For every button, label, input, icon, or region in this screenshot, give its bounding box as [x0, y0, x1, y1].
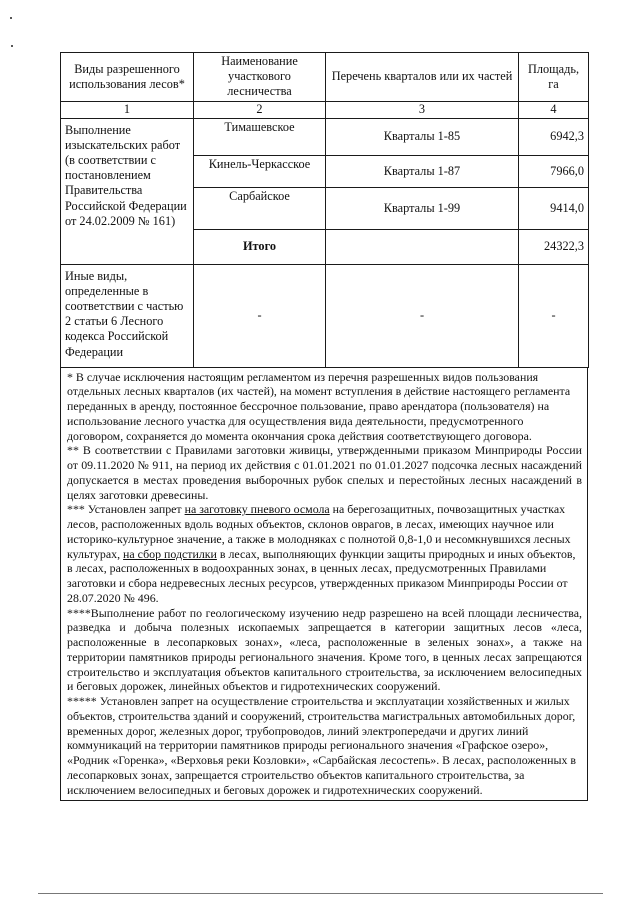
area-cell: - — [519, 264, 589, 367]
total-area: 24322,3 — [519, 229, 589, 264]
document-sheet — [60, 52, 588, 801]
district-cell: - — [194, 264, 326, 367]
area-cell: 9414,0 — [519, 187, 589, 229]
total-label: Итого — [194, 229, 326, 264]
district-cell: Сарбайское — [194, 187, 326, 229]
column-number: 1 — [61, 101, 194, 118]
blocks-cell: Кварталы 1-99 — [326, 187, 519, 229]
footnotes — [60, 368, 588, 802]
footnote-2: ** В соответствии с Правилами заготовки живицы, утвержденными приказом Минприроды России от 09.11.2020 № 911, на период их действия с 01.01.2021 по 01.01.2027 подсочка лесных насаждений допускается в местах проведения выборочных рубок спелых и перестойных лесных насаждений в целях заготовки древесины. — [67, 443, 582, 502]
bottom-scan-line — [38, 893, 603, 894]
use-type-survey-works: Выполнение изыскательских работ (в соответствии с постановлением Правительства Российской Федерации от 24.02.2009 № 161) — [61, 118, 194, 264]
footnote-3-text: на берегозащитных, почвозащитных участках лесов, расположенных вдоль водных объектов, склонов оврагов, в лесах, имеющих научное или историко-культурное значение, а также в молодняках с полнотой 0,8-1,0 и несомкнувшихся лесных культурах, — [67, 502, 571, 561]
header-use-type: Виды разрешенного использования лесов* — [61, 53, 194, 102]
footnote-3-underlined: на сбор подстилки — [123, 546, 217, 561]
blocks-cell: Кварталы 1-85 — [326, 118, 519, 155]
footnote-5: ***** Установлен запрет на осуществление строительства и эксплуатации хозяйственных и жилых объектов, строительства зданий и сооружений, строительства магистральных автомобильных дорог, временных дорог, железных дорог, трубопроводов, линий электропередачи и других линий коммуникаций на территории памятников природы регионального значения «Графское озеро», «Родник «Горенка», «Верховья реки Козловки», «Сарбайская лесостепь». В лесах, расположенных в лесопарковых зонах, запрещается строительство объектов капитального строительства, за исключением велосипедных и беговых дорожек и гидротехнических сооружений. — [67, 694, 576, 797]
table-row — [61, 264, 589, 367]
column-number: 2 — [194, 101, 326, 118]
scan-speck — [10, 17, 12, 19]
district-cell: Тимашевское — [194, 118, 326, 155]
footnote-3-text: *** Установлен запрет — [67, 502, 185, 517]
header-district: Наименование участкового лесничества — [194, 53, 326, 102]
area-cell: 7966,0 — [519, 155, 589, 187]
total-blocks-cell — [326, 229, 519, 264]
header-blocks: Перечень кварталов или их частей — [326, 53, 519, 102]
district-cell: Кинель-Черкасское — [194, 155, 326, 187]
footnote-3 — [67, 502, 582, 605]
header-area: Площадь, га — [519, 53, 589, 102]
footnote-3-underlined: на заготовку пневого осмола — [184, 502, 330, 517]
table-row — [61, 118, 589, 155]
footnote-3-text: в лесах, выполняющих функции защиты природных и иных объектов, в лесах, расположенных в водоохранных зонах, в ценных лесах, предусмотренных Правилами заготовки и сбора недревесных лесных ресурсов, утвержденных приказом Минприроды России от 28.07.2020 № 496. — [67, 546, 576, 605]
footnote-4: ****Выполнение работ по геологическому изучению недр разрешено на всей площади лесничества, разведка и добыча полезных ископаемых запрещается в категории защитных лесов «леса, расположенные в лесопарковых зонах», «леса, расположенные в зеленых зонах», а также на территории памятников природы регионального значения. Кроме того, в ценных лесах запрещаются строительство и эксплуатация объектов капитального строительства, за исключением велосипедных и беговых дорожек, линейных объектов и гидротехнических сооружений. — [67, 605, 582, 694]
area-cell: 6942,3 — [519, 118, 589, 155]
forest-use-table — [60, 52, 589, 368]
footnote-1: * В случае исключения настоящим регламентом из перечня разрешенных видов пользования отдельных лесных кварталов (их частей), на момент вступления в действие настоящего регламента переданных в аренду, постоянное бессрочное пользование, право арендатора (пользователя) на использование лесного участка для осуществления вида деятельности, предусмотренного договором, сохраняется до момента окончания срока действия соответствующего договора. — [67, 369, 571, 443]
blocks-cell: Кварталы 1-87 — [326, 155, 519, 187]
column-number-row — [61, 101, 589, 118]
blocks-cell: - — [326, 264, 519, 367]
column-number: 3 — [326, 101, 519, 118]
use-type-other: Иные виды, определенные в соответствии с частью 2 статьи 6 Лесного кодекса Российской Федерации — [61, 264, 194, 367]
table-header-row — [61, 53, 589, 102]
scan-speck — [11, 45, 13, 47]
column-number: 4 — [519, 101, 589, 118]
